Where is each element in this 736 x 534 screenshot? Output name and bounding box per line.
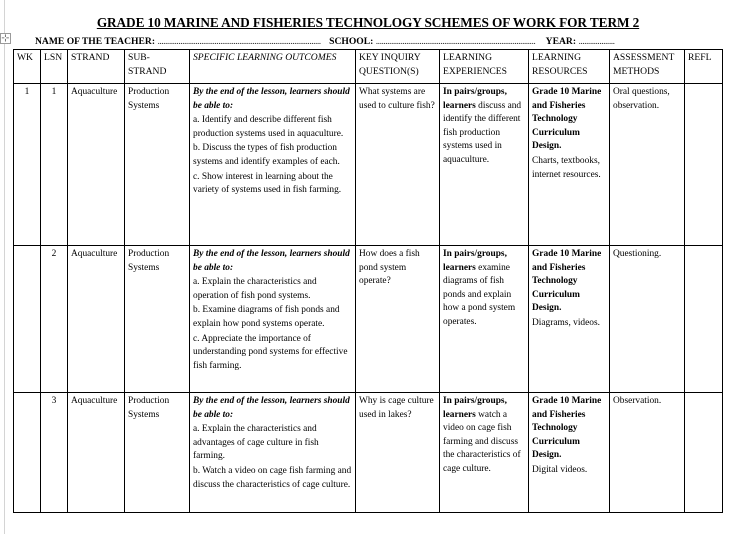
- cell-slo[interactable]: [190, 84, 356, 246]
- cell-resources[interactable]: [529, 393, 610, 513]
- cell-sub-strand[interactable]: Production Systems: [125, 84, 190, 246]
- teacher-value[interactable]: ......................................................................................: [157, 36, 321, 47]
- table-row: [14, 393, 723, 513]
- cell-resources[interactable]: [529, 84, 610, 246]
- cell-slo[interactable]: [190, 393, 356, 513]
- header-refl: REFL: [685, 50, 723, 84]
- header-slo: SPECIFIC LEARNING OUTCOMES: [190, 50, 356, 84]
- cell-kiq[interactable]: What systems are used to culture fish?: [356, 84, 440, 246]
- slo-intro: By the end of the lesson, learners should be able to:: [193, 396, 350, 420]
- slo-item: c. Show interest in learning about the variety of systems used in fish farming.: [193, 171, 342, 196]
- school-field[interactable]: [329, 36, 535, 47]
- cell-refl[interactable]: [685, 393, 723, 513]
- header-sub-strand: SUB-STRAND: [125, 50, 190, 84]
- cell-experiences[interactable]: [440, 393, 529, 513]
- cell-wk[interactable]: [14, 246, 41, 393]
- cell-sub-strand[interactable]: Production Systems: [125, 246, 190, 393]
- cell-slo[interactable]: [190, 246, 356, 393]
- cell-strand[interactable]: Aquaculture: [68, 393, 125, 513]
- slo-item: a. Explain the characteristics and operation of fish pond systems.: [193, 277, 317, 301]
- cell-kiq[interactable]: Why is cage culture used in lakes?: [356, 393, 440, 513]
- header-lsn: LSN: [41, 50, 68, 84]
- table-row: [14, 84, 723, 246]
- table-move-handle-icon[interactable]: ⊹: [1, 33, 10, 44]
- document-title: GRADE 10 MARINE AND FISHERIES TECHNOLOGY SCHEMES OF WORK FOR TERM 2: [96, 15, 640, 30]
- teacher-field[interactable]: [35, 36, 321, 47]
- cell-assessment[interactable]: Observation.: [610, 393, 685, 513]
- slo-intro: By the end of the lesson, learners should be able to:: [193, 249, 350, 273]
- slo-item: b. Examine diagrams of fish ponds and explain how pond systems operate.: [193, 305, 340, 329]
- slo-item: b. Discuss the types of fish production systems and identify examples of each.: [193, 143, 340, 167]
- header-row: [14, 50, 723, 84]
- resources-main: Grade 10 Marine and Fisheries Technology Curriculum Design.: [532, 87, 602, 152]
- meta-line: [35, 36, 615, 47]
- slo-item: a. Explain the characteristics and advantages of cage culture in fish farming.: [193, 424, 319, 462]
- cell-sub-strand[interactable]: Production Systems: [125, 393, 190, 513]
- experiences-lead: In pairs/groups, learners: [443, 87, 507, 111]
- cell-wk[interactable]: [14, 393, 41, 513]
- slo-item: c. Appreciate the importance of understanding pond systems for effective fish farming.: [193, 333, 348, 371]
- header-kiq: KEY INQUIRY QUESTION(S): [356, 50, 440, 84]
- resources-main: Grade 10 Marine and Fisheries Technology Curriculum Design.: [532, 249, 602, 314]
- slo-intro: By the end of the lesson, learners should be able to:: [193, 87, 350, 111]
- header-experiences: LEARNING EXPERIENCES: [440, 50, 529, 84]
- cell-wk[interactable]: 1: [14, 84, 41, 246]
- header-strand: STRAND: [68, 50, 125, 84]
- school-label: SCHOOL:: [329, 36, 374, 47]
- cell-kiq[interactable]: How does a fish pond system operate?: [356, 246, 440, 393]
- cell-lsn[interactable]: 2: [41, 246, 68, 393]
- cell-refl[interactable]: [685, 84, 723, 246]
- cell-refl[interactable]: [685, 246, 723, 393]
- resources-extra: Diagrams, videos.: [532, 317, 600, 328]
- experiences-text: watch a video on cage fish farming and discuss the characteristics of cage culture.: [443, 409, 521, 474]
- school-value[interactable]: ....................................................................................: [375, 36, 536, 47]
- cell-assessment[interactable]: Questioning.: [610, 246, 685, 393]
- header-wk: WK: [14, 50, 41, 84]
- year-value[interactable]: ...................: [578, 36, 615, 47]
- slo-item: b. Watch a video on cage fish farming and discuss the characteristics of cage culture.: [193, 465, 352, 490]
- experiences-text: discuss and identify the different fish production systems used in aquaculture.: [443, 100, 522, 165]
- cell-assessment[interactable]: Oral questions, observation.: [610, 84, 685, 246]
- header-assessment: ASSESSMENT METHODS: [610, 50, 685, 84]
- experiences-lead: In pairs/groups, learners: [443, 396, 507, 420]
- cell-experiences[interactable]: [440, 246, 529, 393]
- page-margin-rule: [4, 0, 5, 534]
- cell-strand[interactable]: Aquaculture: [68, 84, 125, 246]
- teacher-label: NAME OF THE TEACHER:: [35, 36, 156, 47]
- cell-experiences[interactable]: [440, 84, 529, 246]
- resources-extra: Charts, textbooks, internet resources.: [532, 155, 601, 180]
- cell-strand[interactable]: Aquaculture: [68, 246, 125, 393]
- cell-resources[interactable]: [529, 246, 610, 393]
- table-row: [14, 246, 723, 393]
- scheme-of-work-table: [13, 49, 723, 513]
- cell-lsn[interactable]: 3: [41, 393, 68, 513]
- slo-item: a. Identify and describe different fish production systems used in aquaculture.: [193, 115, 344, 139]
- resources-main: Grade 10 Marine and Fisheries Technology Curriculum Design.: [532, 396, 602, 461]
- year-label: YEAR:: [545, 36, 577, 47]
- header-resources: LEARNING RESOURCES: [529, 50, 610, 84]
- cell-lsn[interactable]: 1: [41, 84, 68, 246]
- resources-extra: Digital videos.: [532, 464, 588, 475]
- year-field[interactable]: [546, 36, 615, 47]
- experiences-text: examine diagrams of fish ponds and explain how a pond system operates.: [443, 262, 516, 327]
- experiences-lead: In pairs/groups, learners: [443, 249, 507, 273]
